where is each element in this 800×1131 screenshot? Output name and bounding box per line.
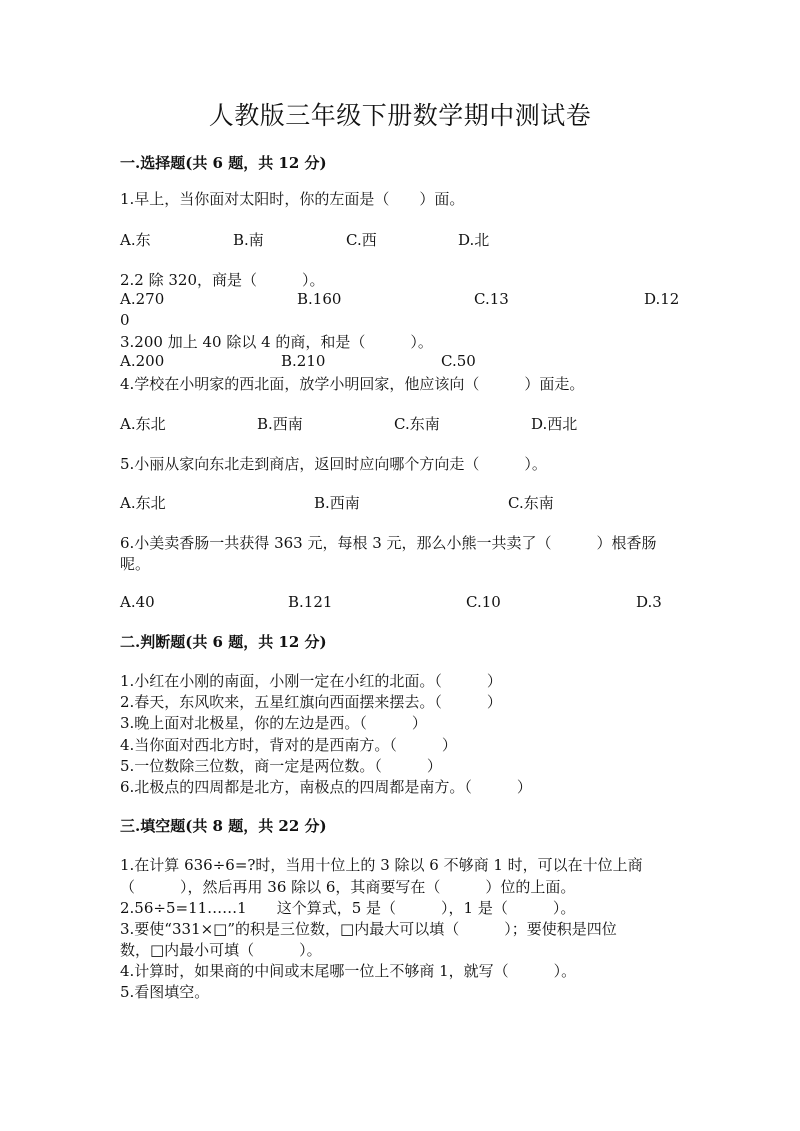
page-title: 人教版三年级下册数学期中测试卷 <box>208 101 592 130</box>
option-a: A.东北 <box>120 494 166 512</box>
judgment-item: 3.晚上面对北极星，你的左边是西。（ ） <box>120 714 427 732</box>
option-a: A.东 <box>120 231 151 249</box>
option-b: B.西南 <box>257 415 303 433</box>
section-heading-judgment: 二.判断题(共 6 题，共 12 分) <box>120 633 327 651</box>
fill-blank-line: 2.56÷5=11……1 这个算式，5 是（ ），1 是（ ）。 <box>120 899 576 917</box>
option-c: C.东南 <box>508 494 554 512</box>
option-c: C.50 <box>441 352 476 370</box>
option-a: A.东北 <box>120 415 166 433</box>
judgment-item: 1.小红在小刚的南面，小刚一定在小红的北面。（ ） <box>120 672 502 690</box>
question-text: 4.学校在小明家的西北面，放学小明回家，他应该向（ ）面走。 <box>120 375 585 393</box>
judgment-item: 4.当你面对西北方时，背对的是西南方。（ ） <box>120 736 457 754</box>
option-wrap-text: 0 <box>120 311 130 329</box>
section-heading-fill-blank: 三.填空题(共 8 题，共 22 分) <box>120 817 327 835</box>
option-b: B.210 <box>281 352 326 370</box>
option-c: C.13 <box>474 290 509 308</box>
fill-blank-line: 数，□内最小可填（ ）。 <box>120 941 322 959</box>
option-d: D.北 <box>458 231 490 249</box>
fill-blank-line: 1.在计算 636÷6=?时，当用十位上的 3 除以 6 不够商 1 时，可以在十位上商 <box>120 856 643 874</box>
option-a: A.40 <box>120 593 155 611</box>
question-text: 1.早上，当你面对太阳时，你的左面是（ ）面。 <box>120 190 465 208</box>
fill-blank-line: 3.要使“331×□”的积是三位数，□内最大可以填（ ）；要使积是四位 <box>120 920 617 938</box>
option-d: D.西北 <box>531 415 578 433</box>
question-text: 3.200 加上 40 除以 4 的商，和是（ ）。 <box>120 333 433 351</box>
option-d: D.12 <box>644 290 680 308</box>
option-c: C.10 <box>466 593 501 611</box>
question-text: 6.小美卖香肠一共获得 363 元，每根 3 元，那么小熊一共卖了（ ）根香肠 <box>120 534 657 552</box>
option-b: B.南 <box>233 231 264 249</box>
option-d: D.3 <box>636 593 662 611</box>
judgment-item: 6.北极点的四周都是北方，南极点的四周都是南方。（ ） <box>120 778 532 796</box>
option-b: B.160 <box>297 290 342 308</box>
option-c: C.东南 <box>394 415 440 433</box>
fill-blank-line: （ ），然后再用 36 除以 6，其商要写在（ ）位的上面。 <box>120 878 576 896</box>
judgment-item: 2.春天，东风吹来，五星红旗向西面摆来摆去。（ ） <box>120 693 502 711</box>
option-c: C.西 <box>346 231 377 249</box>
fill-blank-line: 5.看图填空。 <box>120 983 210 1001</box>
question-text: 5.小丽从家向东北走到商店，返回时应向哪个方向走（ ）。 <box>120 455 547 473</box>
option-b: B.西南 <box>314 494 360 512</box>
option-a: A.200 <box>120 352 165 370</box>
fill-blank-line: 4.计算时，如果商的中间或末尾哪一位上不够商 1，就写（ ）。 <box>120 962 577 980</box>
option-b: B.121 <box>288 593 333 611</box>
option-a: A.270 <box>120 290 165 308</box>
section-heading-choice: 一.选择题(共 6 题，共 12 分) <box>120 154 327 172</box>
question-text-continued: 呢。 <box>120 555 151 573</box>
question-text: 2.2 除 320，商是（ ）。 <box>120 271 325 289</box>
judgment-item: 5.一位数除三位数，商一定是两位数。（ ） <box>120 757 442 775</box>
